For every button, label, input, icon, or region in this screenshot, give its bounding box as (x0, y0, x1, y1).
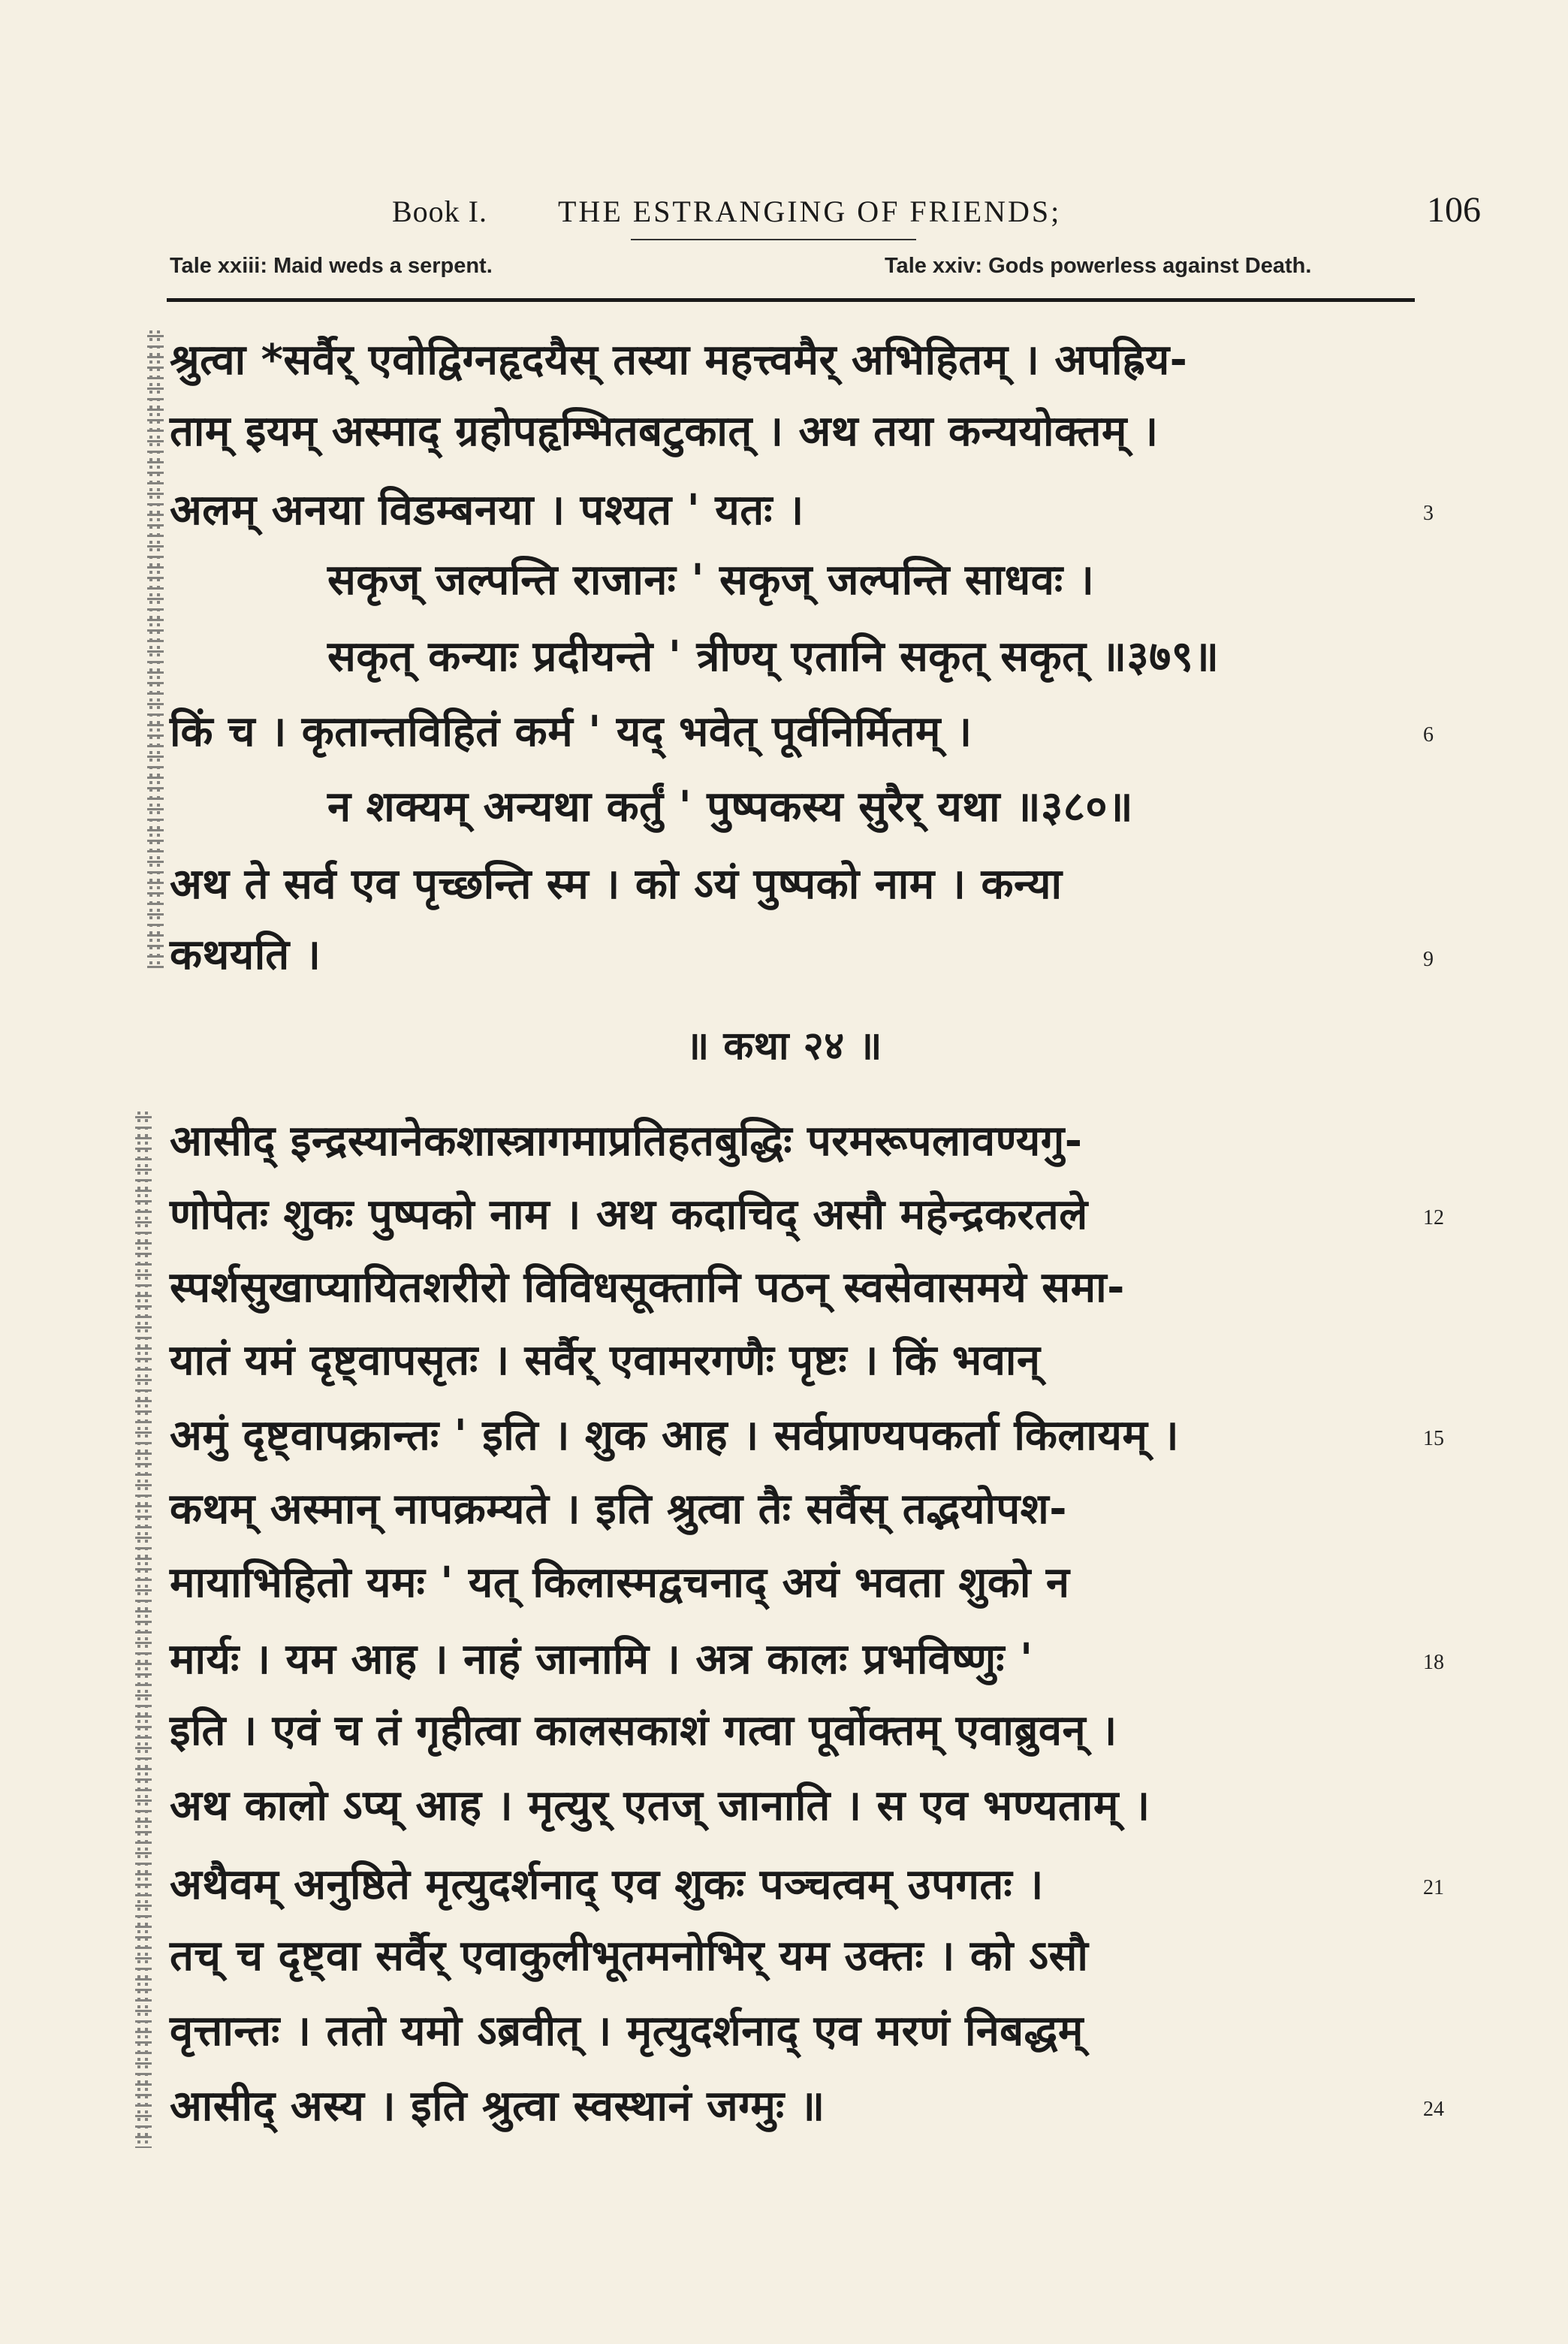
text-line: आसीद् इन्द्रस्यानेकशास्त्रागमाप्रतिहतबुद्धिः परमरूपलावण्यगु- (170, 1117, 1083, 1166)
line-number: 9 (1423, 948, 1434, 971)
text-line: श्रुत्वा *सर्वैर् एवोद्विग्नहृदयैस् तस्या महत्त्वमैर् अभिहितम् । अपह्रिय- (170, 336, 1188, 385)
running-head (0, 189, 1568, 234)
text-line: अथ कालो ऽप्य् आह । मृत्युर् एतज् जानाति । स एव भण्यताम् । (170, 1781, 1150, 1830)
text-line: आसीद् अस्य । इति श्रुत्वा स्वस्थानं जग्मुः ॥ (170, 2082, 825, 2131)
text-line: मार्यः । यम आह । नाहं जानामि । अत्र कालः प्रभविष्णुः ' (170, 1635, 1033, 1684)
text-line: वृत्तान्तः । ततो यमो ऽब्रवीत् । मृत्युदर्शनाद् एव मरणं निबद्धम् (170, 2007, 1084, 2056)
verse-line: सकृज् जल्पन्ति राजानः ' सकृज् जल्पन्ति साधवः । (327, 556, 1095, 605)
tale-xxiii-subhead: Tale xxiii: Maid weds a serpent. (170, 254, 493, 278)
line-number: 15 (1423, 1427, 1444, 1450)
margin-wave-marker (147, 330, 164, 969)
line-number: 12 (1423, 1206, 1444, 1229)
margin-wave-marker (135, 1112, 152, 2148)
line-number: 6 (1423, 723, 1434, 747)
page-number: 106 (1427, 190, 1481, 230)
text-line: इति । एवं च तं गृहीत्वा कालसकाशं गत्वा पूर्वोक्तम् एवाब्रुवन् । (170, 1706, 1117, 1755)
line-number: 21 (1423, 1876, 1444, 1899)
line-number: 3 (1423, 502, 1434, 525)
line-number: 18 (1423, 1651, 1444, 1674)
verse-line: न शक्यम् अन्यथा कर्तुं ' पुष्पकस्य सुरैर् यथा ॥३८०॥ (327, 783, 1134, 831)
section-heading: ॥ कथा २४ ॥ (686, 1024, 882, 1069)
text-line: किं च । कृतान्तविहितं कर्म ' यद् भवेत् पूर्वनिर्मितम् । (170, 707, 972, 756)
book-label: Book I. (392, 195, 487, 228)
verse-line: सकृत् कन्याः प्रदीयन्ते ' त्रीण्य् एतानि सकृत् सकृत् ॥३७९॥ (327, 632, 1220, 681)
text-line: अमुं दृष्ट्वापक्रान्तः ' इति । शुक आह । सर्वप्राण्यपकर्ता किलायम् । (170, 1411, 1180, 1460)
text-line: णोपेतः शुकः पुष्पको नाम । अथ कदाचिद् असौ महेन्द्रकरतले (170, 1190, 1088, 1239)
header-rule (167, 298, 1415, 302)
text-line: अथैवम् अनुष्ठिते मृत्युदर्शनाद् एव शुकः पञ्चत्वम् उपगतः । (170, 1860, 1044, 1909)
text-line: अलम् अनया विडम्बनया । पश्यत ' यतः । (170, 486, 804, 535)
text-line: स्पर्शसुखाप्यायितशरीरो विविधसूक्तानि पठन् स्वसेवासमये समा- (170, 1263, 1125, 1312)
text-line: कथयति । (170, 931, 321, 979)
text-line: अथ ते सर्व एव पृच्छन्ति स्म । को ऽयं पुष्पको नाम । कन्या (170, 860, 1063, 909)
title-underline (631, 239, 916, 240)
text-line: तच् च दृष्ट्वा सर्वैर् एवाकुलीभूतमनोभिर् यम उक्तः । को ऽसौ (170, 1932, 1089, 1980)
line-number: 24 (1423, 2098, 1444, 2121)
text-line: यातं यमं दृष्ट्वापसृतः । सर्वैर् एवामरगणैः पृष्टः । किं भवान् (170, 1336, 1041, 1385)
book-title: THE ESTRANGING OF FRIENDS; (558, 195, 1062, 228)
text-line: मायाभिहितो यमः ' यत् किलास्मद्वचनाद् अयं भवता शुको न (170, 1558, 1070, 1607)
text-line: कथम् अस्मान् नापक्रम्यते । इति श्रुत्वा तैः सर्वैस् तद्भयोपश- (170, 1485, 1067, 1534)
tale-xxiv-subhead: Tale xxiv: Gods powerless against Death. (885, 254, 1312, 278)
text-line: ताम् इयम् अस्माद् ग्रहोपहृम्भितबटुकात् । अथ तया कन्ययोक्तम् । (170, 407, 1159, 456)
